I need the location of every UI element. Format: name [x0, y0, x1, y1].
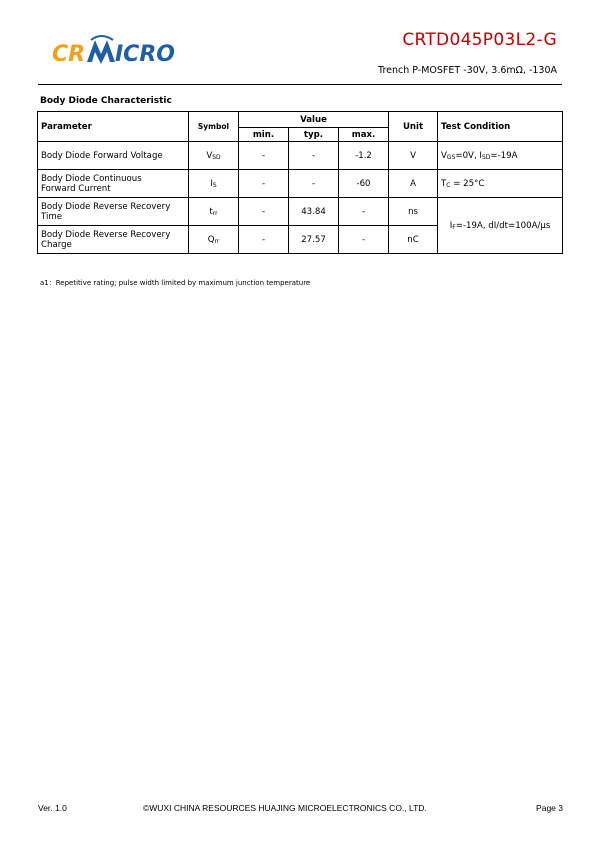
footer-page-number: Page 3: [536, 803, 563, 813]
body-diode-table: [37, 111, 563, 254]
shared-condition-cell: $I_F=-19A$, dI/dt=100A/μs: [438, 198, 563, 254]
table-row: [38, 142, 563, 170]
symbol-cell: $V_{SD}$: [189, 142, 239, 170]
footnote: a1：Repetitive rating; pulse width limited by maximum junction temperature: [40, 279, 311, 287]
unit-cell: ns: [389, 198, 438, 226]
device-subtitle: Trench P-MOSFET -30V, 3.6mΩ, -130A: [378, 65, 557, 76]
table-row: [38, 170, 563, 198]
logo-icro-text: ICRO: [115, 42, 175, 67]
symbol-cell: $I_S$: [189, 170, 239, 198]
max-cell: -1.2: [339, 142, 389, 170]
condition-cell: $V_{GS}=0V$, $I_{SD}=-19A$: [438, 142, 563, 170]
part-number: CRTD045P03L2-G: [402, 30, 557, 50]
min-cell: -: [239, 226, 289, 254]
section-title: Body Diode Characteristic: [40, 96, 172, 106]
company-logo: [35, 34, 195, 70]
table-header-row: [38, 112, 563, 128]
header-test-condition: Test Condition: [438, 112, 563, 142]
param-cell: Body Diode Forward Voltage: [38, 142, 189, 170]
max-cell: -: [339, 226, 389, 254]
header-value: Value: [239, 112, 389, 128]
symbol-cell: $t_{rr}$: [189, 198, 239, 226]
footer-version: Ver. 1.0: [38, 803, 67, 813]
typ-cell: 43.84: [289, 198, 339, 226]
header-symbol: Symbol: [189, 112, 239, 142]
param-cell: Body Diode Continuous Forward Current: [38, 170, 189, 198]
unit-cell: nC: [389, 226, 438, 254]
header-max: max.: [339, 128, 389, 142]
min-cell: -: [239, 142, 289, 170]
logo-graphic: [35, 34, 195, 70]
table-row: [38, 198, 563, 226]
condition-cell: $T_C = 25^\circ C$: [438, 170, 563, 198]
typ-cell: 27.57: [289, 226, 339, 254]
min-cell: -: [239, 170, 289, 198]
max-cell: -: [339, 198, 389, 226]
header-min: min.: [239, 128, 289, 142]
min-cell: -: [239, 198, 289, 226]
param-cell: Body Diode Reverse Recovery Charge: [38, 226, 189, 254]
typ-cell: -: [289, 170, 339, 198]
symbol-cell: $Q_{rr}$: [189, 226, 239, 254]
logo-cr-text: CR: [52, 42, 86, 67]
unit-cell: A: [389, 170, 438, 198]
footer-copyright: ©WUXI CHINA RESOURCES HUAJING MICROELECTRONICS CO., LTD.: [143, 803, 427, 813]
header-typ: typ.: [289, 128, 339, 142]
logo-m-mark-icon: [87, 36, 115, 64]
header-unit: Unit: [389, 112, 438, 142]
max-cell: -60: [339, 170, 389, 198]
header-parameter: Parameter: [38, 112, 189, 142]
param-cell: Body Diode Reverse Recovery Time: [38, 198, 189, 226]
unit-cell: V: [389, 142, 438, 170]
header-divider: [38, 84, 562, 85]
typ-cell: -: [289, 142, 339, 170]
